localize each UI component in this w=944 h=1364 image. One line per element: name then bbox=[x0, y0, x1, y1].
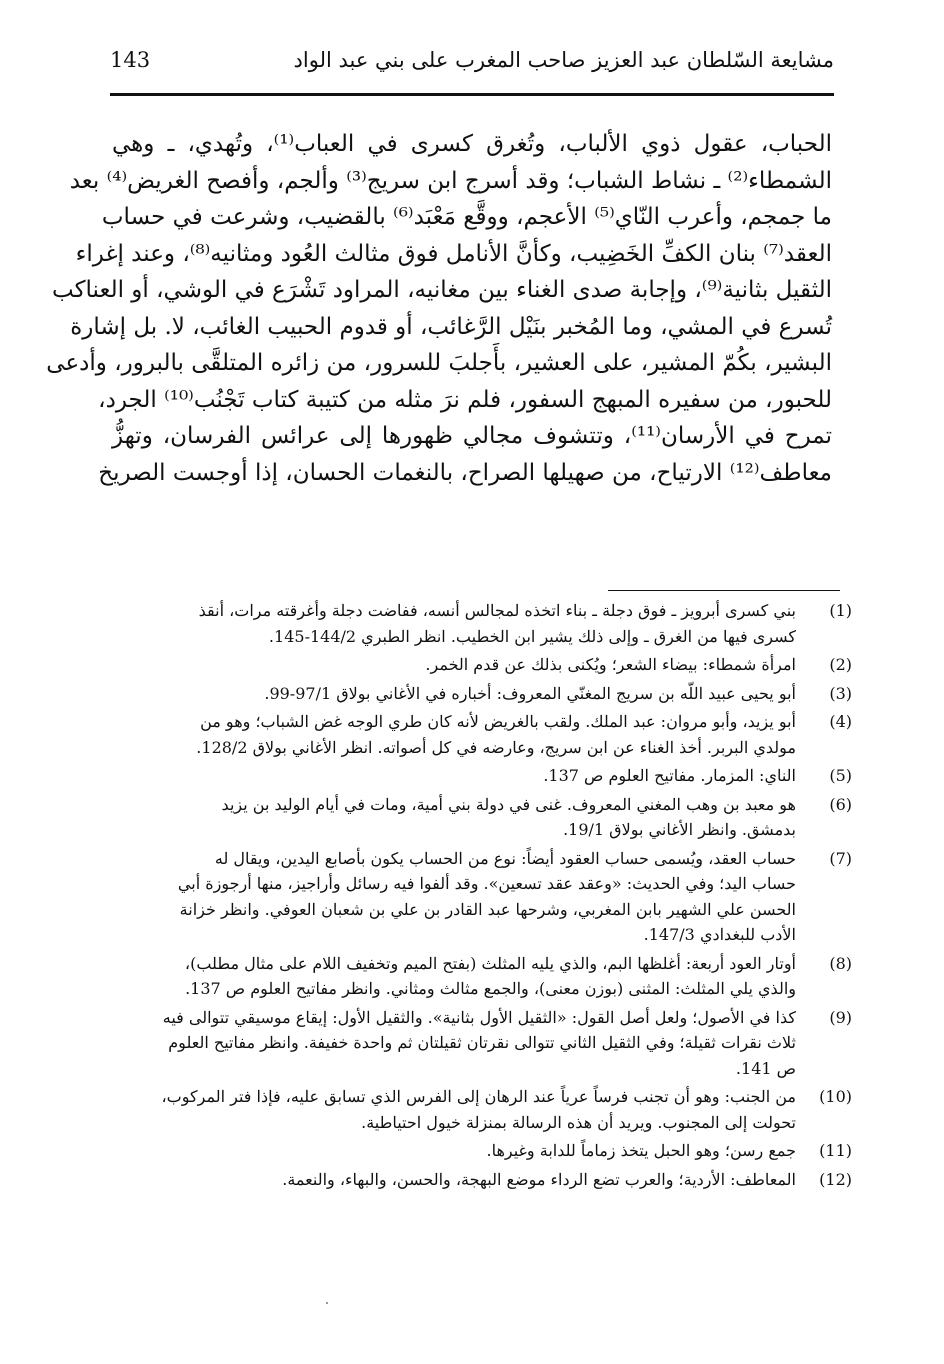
footnote-number: (2) bbox=[829, 655, 852, 674]
body-line: للحبور، من سفيره المبهج السفور، فلم نرَ مثله من كتيبة كتاب تَجْنُب⁽¹⁰⁾ الجرد، bbox=[98, 386, 832, 413]
page-number: 143 bbox=[110, 48, 151, 72]
footnote bbox=[110, 951, 852, 1002]
footnote-number: (5) bbox=[829, 766, 852, 785]
footnote bbox=[110, 792, 852, 843]
footnote-line: هو معبد بن وهب المغني المعروف. غنى في دولة بني أمية، ومات في أيام الوليد بن يزيد bbox=[221, 794, 796, 814]
footnote bbox=[110, 681, 852, 707]
print-speck bbox=[326, 1302, 328, 1304]
footnote-line: أبو يزيد، وأبو مروان: عبد الملك. ولقب بالغريض لأنه كان طري الوجه غض الشباب؛ وهو من bbox=[200, 712, 796, 731]
footnote-number: (4) bbox=[829, 712, 852, 731]
footnote-line: والذي يلي المثلث: المثنى (بوزن معنى)، والجمع مثالث ومثاني. وانظر مفاتيح العلوم ص 137. bbox=[185, 979, 796, 998]
footnote-line: الناي: المزمار. مفاتيح العلوم ص 137. bbox=[543, 766, 796, 785]
footnote-line: الأدب للبغدادي 147/3. bbox=[643, 925, 796, 944]
footnote-number: (3) bbox=[829, 683, 852, 703]
footnote-number: (1) bbox=[829, 601, 852, 620]
footnote-line: الحسن علي الشهير بابن المغربي، وشرحها عبد القادر بن علي بن شعبان العوفي. وانظر خزانة bbox=[179, 899, 796, 919]
body-line: تُسرع في المشي، وما المُخبر بنَيْل الرَّغائب، أو قدوم الحبيب الغائب، لا. بل إشارة bbox=[70, 313, 832, 340]
body-line: ما جمجم، وأعرب النّاي⁽⁵⁾ الأعجم، ووقَّع مَعْبَد⁽⁶⁾ بالقضيب، وشرعت في حساب bbox=[101, 204, 832, 230]
footnote-number: (8) bbox=[829, 953, 852, 973]
running-title: مشايعة السّلطان عبد العزيز صاحب المغرب على بني عبد الواد bbox=[293, 48, 834, 72]
footnote-line: ثلاث نقرات ثقيلة؛ وفي الثقيل الثاني تتوالى نقرتان ثقيلتان ثم واحدة خفيفة. وانظر مفاتيح العلوم bbox=[168, 1033, 796, 1052]
footnote-line: تحولت إلى المجنوب. ويريد أن هذه الرسالة بمنزلة خيول احتياطية. bbox=[361, 1112, 796, 1132]
footnote-line: من الجنب: وهو أن تجنب فرساً عرياً عند الرهان إلى الفرس الذي تسابق عليه، فإذا فتر المركوب، bbox=[161, 1087, 796, 1106]
footnote-line: مولدي البربر. أخذ الغناء عن ابن سريج، وعارضه في كل أصواته. انظر الأغاني بولاق 128/2. bbox=[196, 737, 796, 757]
footnote-line: ص 141. bbox=[735, 1058, 796, 1078]
footnote bbox=[110, 598, 852, 649]
footnote-line: أوتار العود أربعة: أغلظها البم، والذي يليه المثلث (بفتح الميم وتخفيف اللام على مثال مطلب)، bbox=[184, 953, 796, 973]
body-line: البشير، بكُمّ المشير، على العشير، بأَجلبَ للسرور، من زائره المتلقَّى بالبرور، وأدعى bbox=[46, 350, 832, 376]
footnote-line: بدمشق. وانظر الأغاني بولاق 19/1. bbox=[563, 820, 796, 839]
footnote bbox=[110, 1005, 852, 1082]
footnote-line: حساب العقد، ويُسمى حساب العقود أيضاً: نوع من الحساب يكون بأصابع اليدين، ويقال له bbox=[214, 848, 796, 868]
footnote bbox=[110, 1138, 852, 1164]
footnote bbox=[110, 846, 852, 948]
body-line: الشمطاء⁽²⁾ ـ نشاط الشباب؛ وقد أسرج ابن سريج⁽³⁾ وألجم، وأفصح الغريض⁽⁴⁾ بعد bbox=[69, 167, 832, 194]
body-line: معاطف⁽¹²⁾ الارتياح، من صهيلها الصراح، بالنغمات الحسان، إذا أوجست الصريخ bbox=[98, 459, 832, 486]
footnote-number: (7) bbox=[829, 848, 852, 868]
footnote bbox=[110, 763, 852, 789]
footnote-line: بني كسرى أبرويز ـ فوق دجلة ـ بناء اتخذه لمجالس أنسه، ففاضت دجلة وأغرقته مرات، أنقذ bbox=[198, 601, 796, 620]
footnote bbox=[110, 1167, 852, 1193]
footnote-line: كسرى فيها من الغرق ـ وإلى ذلك يشير ابن الخطيب. انظر الطبري 144/2-145. bbox=[268, 626, 796, 646]
footnotes bbox=[110, 598, 852, 1195]
body-line: الحباب، عقول ذوي الألباب، وتُغرق كسرى في العباب⁽¹⁾، وتُهدي، ـ وهي bbox=[112, 131, 832, 157]
footnote-number: (9) bbox=[829, 1007, 852, 1027]
footnote bbox=[110, 652, 852, 678]
body-line: العقد⁽⁷⁾ بنان الكفِّ الخَضِيب، وكأنَّ الأنامل فوق مثالث العُود ومثانيه⁽⁸⁾، وعند إغراء bbox=[75, 240, 832, 267]
footnote-number: (12) bbox=[819, 1169, 852, 1189]
footnote-line: أبو يحيى عبيد اللّه بن سريج المغنّي المعروف: أخباره في الأغاني بولاق 97/1-99. bbox=[264, 683, 796, 703]
footnote bbox=[110, 709, 852, 760]
footnote-line: جمع رسن؛ وهو الحبل يتخذ زماماً للدابة وغيرها. bbox=[486, 1141, 796, 1160]
header-rule bbox=[110, 93, 834, 96]
body-line: تمرح في الأرسان⁽¹¹⁾، وتتشوف مجالي ظهورها إلى عرائس الفرسان، وتهزُّ bbox=[112, 423, 832, 449]
footnote bbox=[110, 1084, 852, 1135]
footnote-line: كذا في الأصول؛ ولعل أصل القول: «الثقيل الأول بثانية». والثقيل الأول: إيقاع موسيقي تتوالى فيه bbox=[162, 1007, 796, 1027]
footnote-line: المعاطف: الأردية؛ والعرب تضع الرداء موضع البهجة، والحسن، والبهاء، والنعمة. bbox=[282, 1169, 796, 1189]
footnote-number: (6) bbox=[829, 794, 852, 814]
footnote-line: امرأة شمطاء: بيضاء الشعر؛ ويُكنى بذلك عن قدم الخمر. bbox=[425, 655, 796, 674]
body-text bbox=[46, 126, 832, 491]
running-header bbox=[110, 42, 834, 82]
footnote-line: حساب اليد؛ وفي الحديث: «وعقد عقد تسعين». وقد ألفوا فيه رسائل وأراجيز، منها أرجوزة أبي bbox=[177, 874, 796, 893]
footnote-number: (11) bbox=[819, 1141, 852, 1160]
footnote-separator bbox=[608, 590, 840, 591]
body-line: الثقيل بثانية⁽⁹⁾، وإجابة صدى الغناء بين مغانيه، المراود تَشْرَع في الوشي، أو العناكب bbox=[52, 277, 832, 303]
footnote-number: (10) bbox=[819, 1087, 852, 1106]
